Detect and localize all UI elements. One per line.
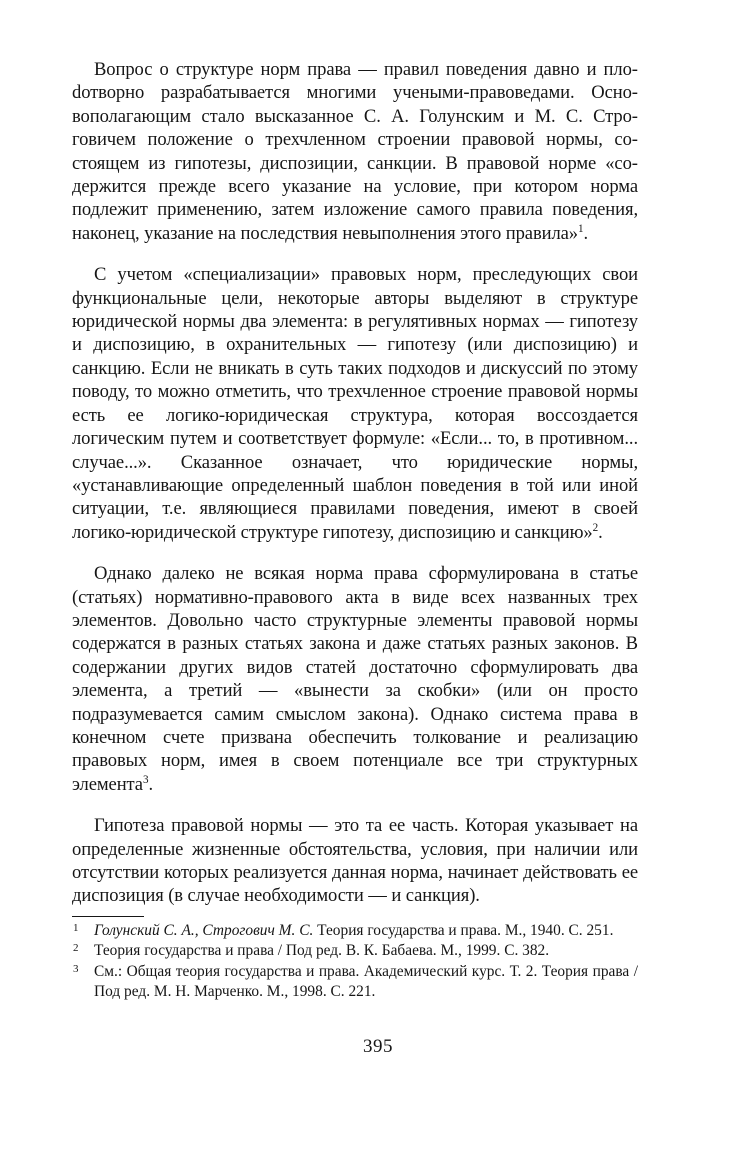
footnote-reference: 3 [142, 773, 149, 786]
paragraph-end-punctuation: . [583, 222, 589, 244]
paragraph-text: Вопрос о структуре норм права — правил поведения давно и плоdотворно разрабатывается многими учеными-правоведами. Основополагающим стало высказанное С. А. Голунским и М. С. Строговичем положение о трехчленном строении правовой нормы, состоящем из гипотезы, диспозиции, санкции. В правовой норме «содержится прежде всего указание на условие, при котором норма подлежит применению, затем изложение самого правила поведения, наконец, указание на последствия невыполнения этого правила» [72, 59, 638, 244]
footnote-text: См.: Общая теория государства и права. Академический курс. Т. 2. Теория права / Под ред. М. Н. Марченко. М., 1998. С. 221. [94, 962, 638, 1001]
paragraph-specialization [72, 263, 638, 544]
page-number: 395 [363, 1036, 393, 1057]
footnote-mark: 2 [73, 942, 79, 955]
footnote-mark: 1 [73, 921, 79, 934]
paragraph-end-punctuation: . [598, 521, 603, 543]
paragraph-end-punctuation: . [148, 773, 153, 795]
footnotes [72, 921, 638, 1003]
footnote-reference: 2 [592, 521, 599, 534]
footnote-divider [72, 916, 144, 917]
paragraph-text: Однако далеко не всякая норма права сформулирована в статье (статьях) нормативно-правового акта в виде всех названных трех элементов. Довольно часто структурные элементы правовой нормы содержатся в разных статьях закона и даже статьях разных законов. В содержании других видов статей достаточно сформулировать два элемента, а третий — «вынести за скобки» (или он просто подразумевается самим смыслом закона). Однако система права в конечном счете призвана обеспечить толкование и реализацию правовых норм, имея в своем потенциале все три структурных элемента [72, 563, 638, 795]
footnote-3 [72, 962, 638, 1003]
paragraph-norm-structure [72, 58, 638, 245]
footnote-1 [72, 921, 638, 942]
footnote-mark: 3 [73, 962, 79, 975]
paragraph-elements [72, 562, 638, 796]
footnote-2 [72, 941, 638, 962]
footnote-author: Голунский С. А., Строгович М. С. [94, 921, 314, 939]
footnote-text: Теория государства и права. М., 1940. С. 251. [313, 921, 614, 939]
paragraph-text: С учетом «специализации» правовых норм, преследующих свои функциональные цели, некоторые авторы выделяют в структуре юридической нормы два элемента: в регулятивных нормах — гипотезу и диспозицию, в охранительных — гипотезу (или диспозицию) и санкцию. Если не вникать в суть таких подходов и дискуссий по этому поводу, то можно отметить, что трехчленное строение правовой нормы есть ее логико-юридическая структура, которая воссоздается логическим путем и соответствует формуле: «Если... то, в противном... случае...». Сказанное означает, что юридические нормы, «устанавливающие определенный шаблон поведения в той или иной ситуации, т.е. являющиеся правилами поведения, имеют в своей логико-юридической структуре гипотезу, диспозицию и санкцию» [72, 264, 638, 543]
paragraph-hypothesis: Гипотеза правовой нормы — это та ее часть. Которая указывает на определенные жизненные обстоятельства, условия, при наличии или отсутствии которых реализуется данная норма, начинает действовать ее диспозиция (в случае необходимости — и санкция). [72, 815, 638, 907]
footnote-text: Теория государства и права / Под ред. В. К. Бабаева. М., 1999. С. 382. [94, 942, 550, 960]
footnote-reference: 1 [578, 222, 584, 235]
page-body [72, 58, 638, 1003]
